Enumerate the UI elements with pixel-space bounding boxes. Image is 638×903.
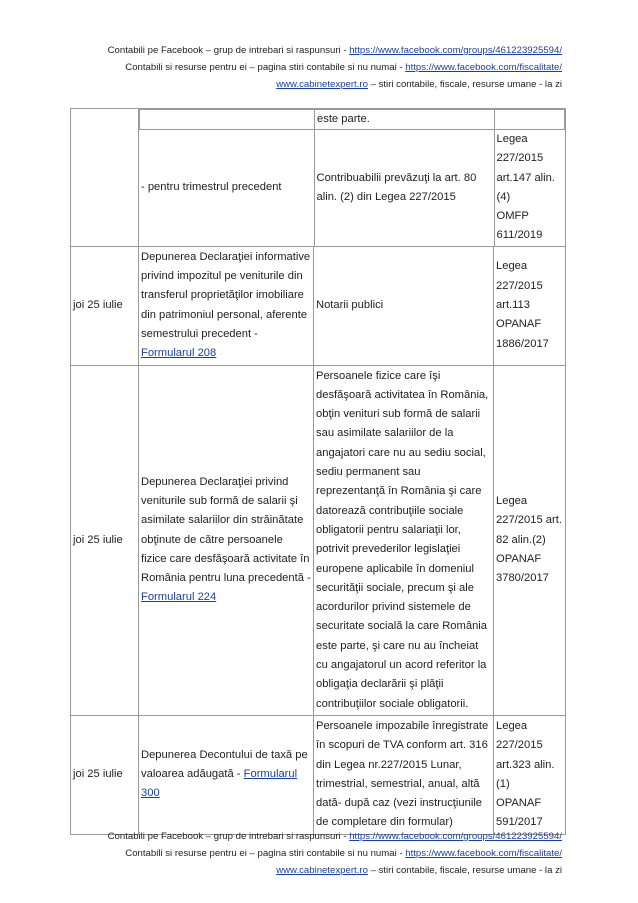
who-text: Notarii publici xyxy=(316,299,384,312)
footer-line-1 xyxy=(0,828,562,845)
legal-line: OMFP xyxy=(496,210,529,223)
facebook-page-link[interactable]: https://www.facebook.com/fiscalitate/ xyxy=(405,848,562,859)
legal-line: art.113 xyxy=(496,299,530,312)
header-line-3 xyxy=(0,76,562,93)
nested-legal-cell xyxy=(495,110,565,130)
table-row xyxy=(71,246,566,365)
footer-line-1-text: Contabili pe Facebook – grup de intrebari si raspunsuri - xyxy=(107,831,350,842)
legal-line: 591/2017 xyxy=(496,816,543,829)
who-cell xyxy=(314,246,494,365)
date-cell xyxy=(71,109,139,247)
header-line-2 xyxy=(0,59,562,76)
legal-line: OPANAF xyxy=(496,318,542,331)
nested-table xyxy=(139,109,565,130)
form-224-link[interactable]: Formularul 224 xyxy=(141,591,217,604)
footer-line-3 xyxy=(0,862,562,879)
header-line-1-text: Contabili pe Facebook – grup de intrebari si raspunsuri - xyxy=(107,45,350,56)
legal-line: 227/2015 xyxy=(496,279,543,292)
obligation-cell xyxy=(139,130,314,246)
legal-line: art.323 alin. xyxy=(496,758,555,771)
date-text: joi 25 iulie xyxy=(73,768,123,781)
nested-row xyxy=(140,110,565,130)
table-row xyxy=(71,109,566,247)
legal-line: 227/2015 xyxy=(496,152,544,165)
header-line-1 xyxy=(0,42,562,59)
facebook-page-link[interactable]: https://www.facebook.com/fiscalitate/ xyxy=(405,62,562,73)
date-text: joi 25 iulie xyxy=(73,299,123,312)
obligation-text: - pentru trimestrul precedent xyxy=(141,181,282,194)
header-line-2-text: Contabili si resurse pentru ei – pagina stiri contabile si nu numai - xyxy=(125,62,406,73)
legal-line: 1886/2017 xyxy=(496,337,549,350)
header-line-3-text: – stiri contabile, fiscale, resurse umane - la zi xyxy=(367,79,562,90)
facebook-group-link[interactable]: https://www.facebook.com/groups/461223925594/ xyxy=(349,45,562,56)
nested-empty-cell xyxy=(140,110,315,130)
nested-row xyxy=(139,130,565,246)
who-text: Contribuabilii prevăzuţi la art. 80 alin. (2) din Legea 227/2015 xyxy=(316,171,477,203)
legal-line: 611/2019 xyxy=(496,229,543,242)
who-cell xyxy=(314,365,494,715)
obligation-text: Depunerea Decontului de taxă pe valoarea adăugată - xyxy=(141,748,308,781)
legal-line: art.147 alin. xyxy=(496,171,555,184)
legal-cell xyxy=(494,365,566,715)
legal-line: 227/2015 xyxy=(496,739,543,752)
who-cell xyxy=(314,715,494,834)
date-cell xyxy=(71,715,139,834)
table-row xyxy=(71,365,566,715)
footer-line-3-text: – stiri contabile, fiscale, resurse umane - la zi xyxy=(367,865,562,876)
legal-line: (1) xyxy=(496,777,510,790)
obligation-text: Depunerea Declaraţiei informative privind impozitul pe veniturile din transferul proprietăţilor imobiliare din patrimoniul personal, aferente semestrului precedent - xyxy=(141,250,311,340)
facebook-group-link[interactable]: https://www.facebook.com/groups/461223925594/ xyxy=(349,831,562,842)
date-text: joi 25 iulie xyxy=(73,533,123,546)
legal-line: Legea xyxy=(496,494,528,507)
form-208-link[interactable]: Formularul 208 xyxy=(141,347,217,360)
nested-who-cell xyxy=(315,110,495,130)
legal-line: Legea xyxy=(496,260,528,273)
table-row xyxy=(71,715,566,834)
obligation-cell xyxy=(139,246,314,365)
obligations-table xyxy=(70,108,566,835)
who-text: Persoanele impozabile înregistrate în scopuri de TVA conform art. 316 din Legea nr.227/2015 Lunar, trimestrial, semestrial, anual, altă dată- după caz (vezi instrucţiunile de completare din formular) xyxy=(316,719,489,829)
legal-line: (4) xyxy=(496,190,511,203)
legal-line: Legea xyxy=(496,133,528,145)
legal-cell xyxy=(494,715,566,834)
form-300-link[interactable]: Formularul 300 xyxy=(141,768,298,800)
cabinetexpert-link[interactable]: www.cabinetexpert.ro xyxy=(276,865,368,876)
nested-table-2 xyxy=(139,130,565,246)
cabinetexpert-link[interactable]: www.cabinetexpert.ro xyxy=(276,79,368,90)
legal-cell xyxy=(494,246,566,365)
legal-cell xyxy=(494,130,565,246)
continuation-text: este parte. xyxy=(317,113,370,125)
obligation-cell xyxy=(139,715,314,834)
continuation-cell xyxy=(139,109,566,247)
obligation-cell xyxy=(139,365,314,715)
footer-line-2-text: Contabili si resurse pentru ei – pagina stiri contabile si nu numai - xyxy=(125,848,406,859)
legal-line: 227/2015 art. xyxy=(496,514,562,527)
legal-line: OPANAF xyxy=(496,797,542,810)
obligation-text: Depunerea Declaraţiei privind veniturile sub formă de salarii şi asimilate salariilor din străinătate obţinute de către persoanele fizice care desfăşoară activitate în România pentru luna precedentă - xyxy=(141,475,311,585)
legal-line: OPANAF xyxy=(496,552,542,565)
date-cell xyxy=(71,365,139,715)
legal-line: Legea xyxy=(496,719,528,732)
legal-line: 82 alin.(2) xyxy=(496,533,546,546)
legal-line: 3780/2017 xyxy=(496,572,549,585)
date-cell xyxy=(71,246,139,365)
who-text: Persoanele fizice care îşi desfăşoară activitatea în România, obţin venituri sub formă de salarii sau asimilate salariilor de la angajatori care nu au sediu social, sediu permanent sau reprezentanţă în România şi care datorează contribuţiile sociale obligatorii pentru salariaţii lor, potrivit prevederilor legislaţiei europene aplicabile în domeniul securităţii sociale, precum şi ale acordurilor privind sistemele de securitate socială la care România este parte, şi care nu au încheiat cu angajatorul un acord referitor la obligaţia declarării şi plăţii contribuţiilor sociale obligatorii. xyxy=(316,369,489,710)
who-cell xyxy=(314,130,494,246)
footer-line-2 xyxy=(0,845,562,862)
